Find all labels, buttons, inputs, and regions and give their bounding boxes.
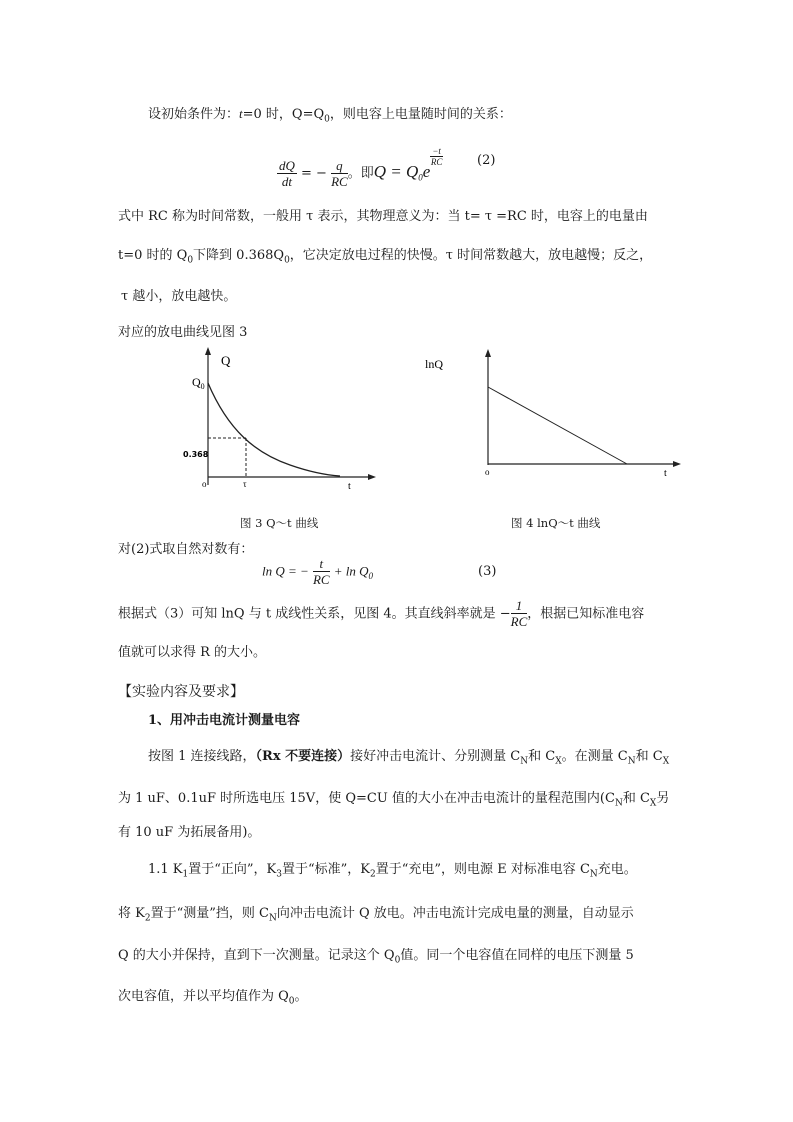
denominator: RC bbox=[312, 572, 330, 587]
decay-curve bbox=[208, 383, 340, 476]
subscript: 2 bbox=[370, 869, 376, 880]
fraction-t-rc bbox=[313, 557, 330, 587]
tau-label: τ bbox=[243, 479, 247, 489]
q0-label: $Q_0$ bbox=[192, 375, 205, 391]
denominator: dt bbox=[281, 173, 292, 189]
text: ，它决定放电过程的快慢。τ 时间常数越大，放电越慢；反之， bbox=[289, 248, 653, 263]
subscript: 0 bbox=[368, 571, 373, 582]
subscript: N bbox=[627, 756, 636, 767]
x-label: t bbox=[348, 481, 351, 492]
text: 1.1 K bbox=[148, 862, 183, 877]
paragraph-line bbox=[148, 858, 637, 880]
figure-3-q-t-curve bbox=[180, 345, 380, 495]
paragraph-line bbox=[118, 902, 634, 924]
text: 。在测量 C bbox=[561, 749, 628, 764]
text: 。即 bbox=[347, 166, 374, 181]
subscript: 0 bbox=[418, 172, 423, 183]
operator: − bbox=[499, 606, 511, 622]
paragraph-line bbox=[148, 745, 669, 767]
subscript: X bbox=[555, 756, 562, 767]
origin-label: o bbox=[485, 467, 490, 477]
numerator: q bbox=[331, 159, 348, 174]
origin-label: o bbox=[202, 479, 207, 489]
equation-label-3: (3) bbox=[478, 564, 497, 579]
t-var: t bbox=[239, 106, 243, 121]
figure-4-lnq-t-line bbox=[420, 345, 685, 480]
fraction-1-rc bbox=[511, 599, 528, 629]
text: t=0 时的 Q bbox=[118, 248, 188, 263]
subsection-heading: 1、用冲击电流计测量电容 bbox=[148, 713, 301, 728]
text: 设初始条件为： bbox=[148, 107, 240, 122]
subscript: 0 bbox=[284, 255, 290, 266]
q-expression: Q = Q bbox=[373, 162, 419, 181]
text: =0 时，Q=Q bbox=[242, 107, 325, 122]
text: 置于“标准”，K bbox=[282, 862, 371, 877]
text: 根据式（3）可知 lnQ 与 t 成线性关系，见图 4。其直线斜率就是 bbox=[118, 606, 496, 622]
paragraph-line: τ 越小，放电越快。 bbox=[121, 289, 237, 304]
text: 将 K bbox=[118, 906, 145, 921]
paragraph-line bbox=[118, 787, 669, 809]
numerator: −t bbox=[432, 146, 441, 156]
numerator: 1 bbox=[511, 599, 528, 614]
text: 和 C bbox=[622, 791, 650, 806]
subscript: N bbox=[589, 869, 598, 880]
subscript: 0 bbox=[324, 114, 330, 125]
numerator: dQ bbox=[279, 157, 295, 173]
intro-line bbox=[148, 103, 512, 125]
text: 和 C bbox=[528, 749, 556, 764]
text: ，根据已知标准电容 bbox=[527, 606, 645, 622]
paragraph-line bbox=[118, 599, 644, 629]
text: 另 bbox=[656, 791, 670, 806]
text: Q 的大小并保持，直到下一次测量。记录这个 Q bbox=[118, 948, 395, 963]
fraction-q-rc bbox=[331, 159, 348, 189]
paragraph-line bbox=[118, 944, 634, 966]
fraction-dq-dt bbox=[277, 159, 297, 189]
text: 次电容值，并以平均值作为 Q bbox=[118, 989, 289, 1004]
subscript: 3 bbox=[276, 869, 283, 880]
text: 按图 1 连接线路， bbox=[148, 749, 256, 764]
subscript: 1 bbox=[182, 869, 189, 880]
subscript: 0 bbox=[288, 996, 295, 1007]
equation-3 bbox=[262, 557, 373, 587]
text: 置于“充电”，则电源 E 对标准电容 C bbox=[375, 862, 590, 877]
text: 和 C bbox=[635, 749, 663, 764]
subscript: X bbox=[649, 798, 657, 809]
y-axis-arrow bbox=[485, 349, 491, 357]
paragraph-line: 式中 RC 称为时间常数，一般用 τ 表示，其物理意义为：当 t= τ =RC 时，电容上的电量由 bbox=[118, 209, 648, 224]
numerator: t bbox=[313, 557, 330, 572]
y-label: lnQ bbox=[425, 357, 443, 371]
x-axis-arrow bbox=[368, 474, 376, 480]
denominator: RC bbox=[510, 614, 528, 629]
equation-label-2: (2) bbox=[477, 153, 496, 168]
text: 为 1 uF、0.1uF 时所选电压 15V，使 Q=CU 值的大小在冲击电流计的量程范围内(C bbox=[118, 791, 615, 806]
subscript: N bbox=[520, 756, 529, 767]
text: 置于“测量”挡，则 C bbox=[150, 906, 269, 921]
text: 值。同一个电容值在同样的电压下测量 5 bbox=[400, 948, 634, 963]
paragraph-line: 有 10 uF 为拓展备用)。 bbox=[118, 825, 261, 840]
subscript: 2 bbox=[144, 913, 151, 924]
figure-3-caption: 图 3 Q～t 曲线 bbox=[240, 516, 319, 530]
text: 充电。 bbox=[597, 862, 637, 877]
paragraph-line bbox=[118, 244, 652, 266]
paragraph-line: 值就可以求得 R 的大小。 bbox=[118, 645, 267, 660]
paragraph-line bbox=[118, 985, 308, 1007]
exp-base: e bbox=[422, 162, 431, 181]
y-label: Q bbox=[221, 353, 231, 368]
section-heading: 【实验内容及要求】 bbox=[118, 684, 244, 700]
text: 下降到 0.368Q bbox=[193, 248, 285, 263]
rhs: + ln Q bbox=[333, 563, 369, 579]
subscript: 0 bbox=[394, 955, 401, 966]
bold-note: （Rx 不要连接） bbox=[255, 749, 351, 764]
text: 置于“正向”，K bbox=[188, 862, 277, 877]
text: 向冲击电流计 Q 放电。冲击电流计完成电量的测量，自动显示 bbox=[276, 906, 634, 921]
text: 。 bbox=[294, 989, 308, 1004]
denominator: RC bbox=[331, 173, 348, 189]
figure-reference: 对应的放电曲线见图 3 bbox=[118, 325, 248, 340]
subscript: N bbox=[268, 913, 277, 924]
ln-line bbox=[488, 387, 627, 464]
figure-4-caption: 图 4 lnQ～t 曲线 bbox=[511, 516, 601, 530]
paragraph-line: 对(2)式取自然对数有： bbox=[118, 542, 254, 557]
text: 接好冲击电流计、分别测量 C bbox=[350, 749, 521, 764]
text: ，则电容上电量随时间的关系： bbox=[329, 107, 512, 122]
lhs: ln Q = − bbox=[262, 563, 309, 579]
subscript: 0 bbox=[187, 255, 194, 266]
equation-2 bbox=[277, 146, 443, 189]
x-label: t bbox=[664, 468, 667, 479]
operator: = − bbox=[301, 166, 327, 181]
subscript: N bbox=[614, 798, 623, 809]
x-axis-arrow bbox=[673, 461, 681, 467]
exponent bbox=[430, 146, 443, 167]
mark-0368: 0.368 bbox=[183, 450, 209, 459]
denominator: RC bbox=[430, 157, 443, 167]
y-axis-arrow bbox=[205, 347, 211, 355]
subscript: X bbox=[662, 756, 670, 767]
